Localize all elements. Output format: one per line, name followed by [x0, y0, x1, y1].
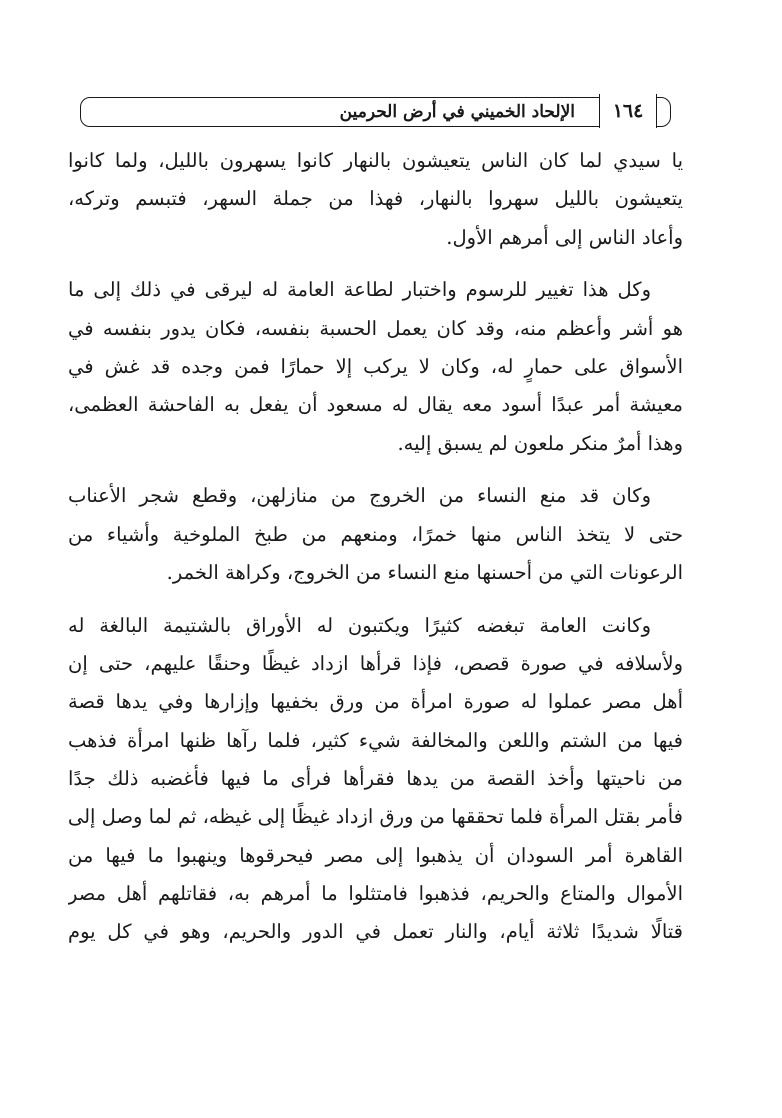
text-line: الأسواق على حمارٍ له، وكان لا يركب إلا حمارًا فمن وجده قد غش في [68, 354, 683, 378]
text-line: يا سيدي لما كان الناس يتعيشون بالنهار كانوا يسهرون بالليل، ولما كانوا [68, 149, 683, 172]
running-header [80, 97, 671, 127]
text-line: يتعيشون بالليل سهروا بالنهار، فهذا من جملة السهر، فتبسم وتركه، [68, 187, 683, 211]
text-line: وهذا أمرٌ منكر ملعون لم يسبق إليه. [397, 431, 683, 455]
text-line: وكل هذا تغيير للرسوم واختبار لطاعة العامة له ليرقى في ذلك إلى ما [68, 278, 651, 302]
text-line: الأموال والمتاع والحريم، فذهبوا فامتثلوا ما أمرهم به، فقاتلهم أهل مصر [68, 881, 683, 905]
paragraph [68, 271, 683, 462]
paragraph [68, 477, 683, 592]
text-line: فيها من الشتم واللعن والمخالفة شيء كثير، فلما رآها ظنها امرأة فذهب [68, 728, 683, 752]
text-line: حتى لا يتخذ الناس منها خمرًا، ومنعهم من طبخ الملوخية وأشياء من [68, 522, 683, 546]
text-line: معيشة أمر عبدًا أسود معه يقال له مسعود أن يفعل به الفاحشة العظمى، [68, 393, 683, 417]
body-text [68, 142, 683, 951]
text-line: قتالًا شديدًا ثلاثة أيام، والنار تعمل في الدور والحريم، وهو في كل يوم [68, 920, 683, 944]
text-line: هو أشر وأعظم منه، وقد كان يعمل الحسبة بنفسه، فكان يدور بنفسه في [68, 316, 683, 340]
text-line: القاهرة أمر السودان أن يذهبوا إلى مصر فيحرقوها وينهبوا ما فيها من [68, 843, 683, 867]
text-line: أهل مصر عملوا له صورة امرأة من ورق بخفيها وإزارها وفي يدها قصة [68, 690, 683, 714]
paragraph [68, 142, 683, 257]
paragraph [68, 607, 683, 952]
text-line: فأمر بقتل المرأة فلما تحققها من ورق ازداد غيظًا إلى غيظه، ثم لما وصل إلى [68, 805, 683, 829]
page-number: ١٦٤ [612, 99, 644, 122]
text-line: الرعونات التي من أحسنها منع النساء من الخروج، وكراهة الخمر. [166, 560, 683, 584]
book-title: الإلحاد الخميني في أرض الحرمين [339, 102, 575, 122]
text-line: ولأسلافه في صورة قصص، فإذا قرأها ازداد غيظًا وحنقًا عليهم، حتى إن [68, 652, 683, 676]
text-line: من ناحيتها وأخذ القصة من يدها فقرأها فرأى ما فيها فأغضبه ذلك جدًا [68, 766, 683, 790]
text-line: وأعاد الناس إلى أمرهم الأول. [446, 225, 683, 249]
text-line: وكانت العامة تبغضه كثيرًا ويكتبون له الأوراق بالشتيمة البالغة له [68, 613, 651, 637]
page-number-box [599, 94, 657, 128]
text-line: وكان قد منع النساء من الخروج من منازلهن، وقطع شجر الأعناب [68, 484, 651, 508]
